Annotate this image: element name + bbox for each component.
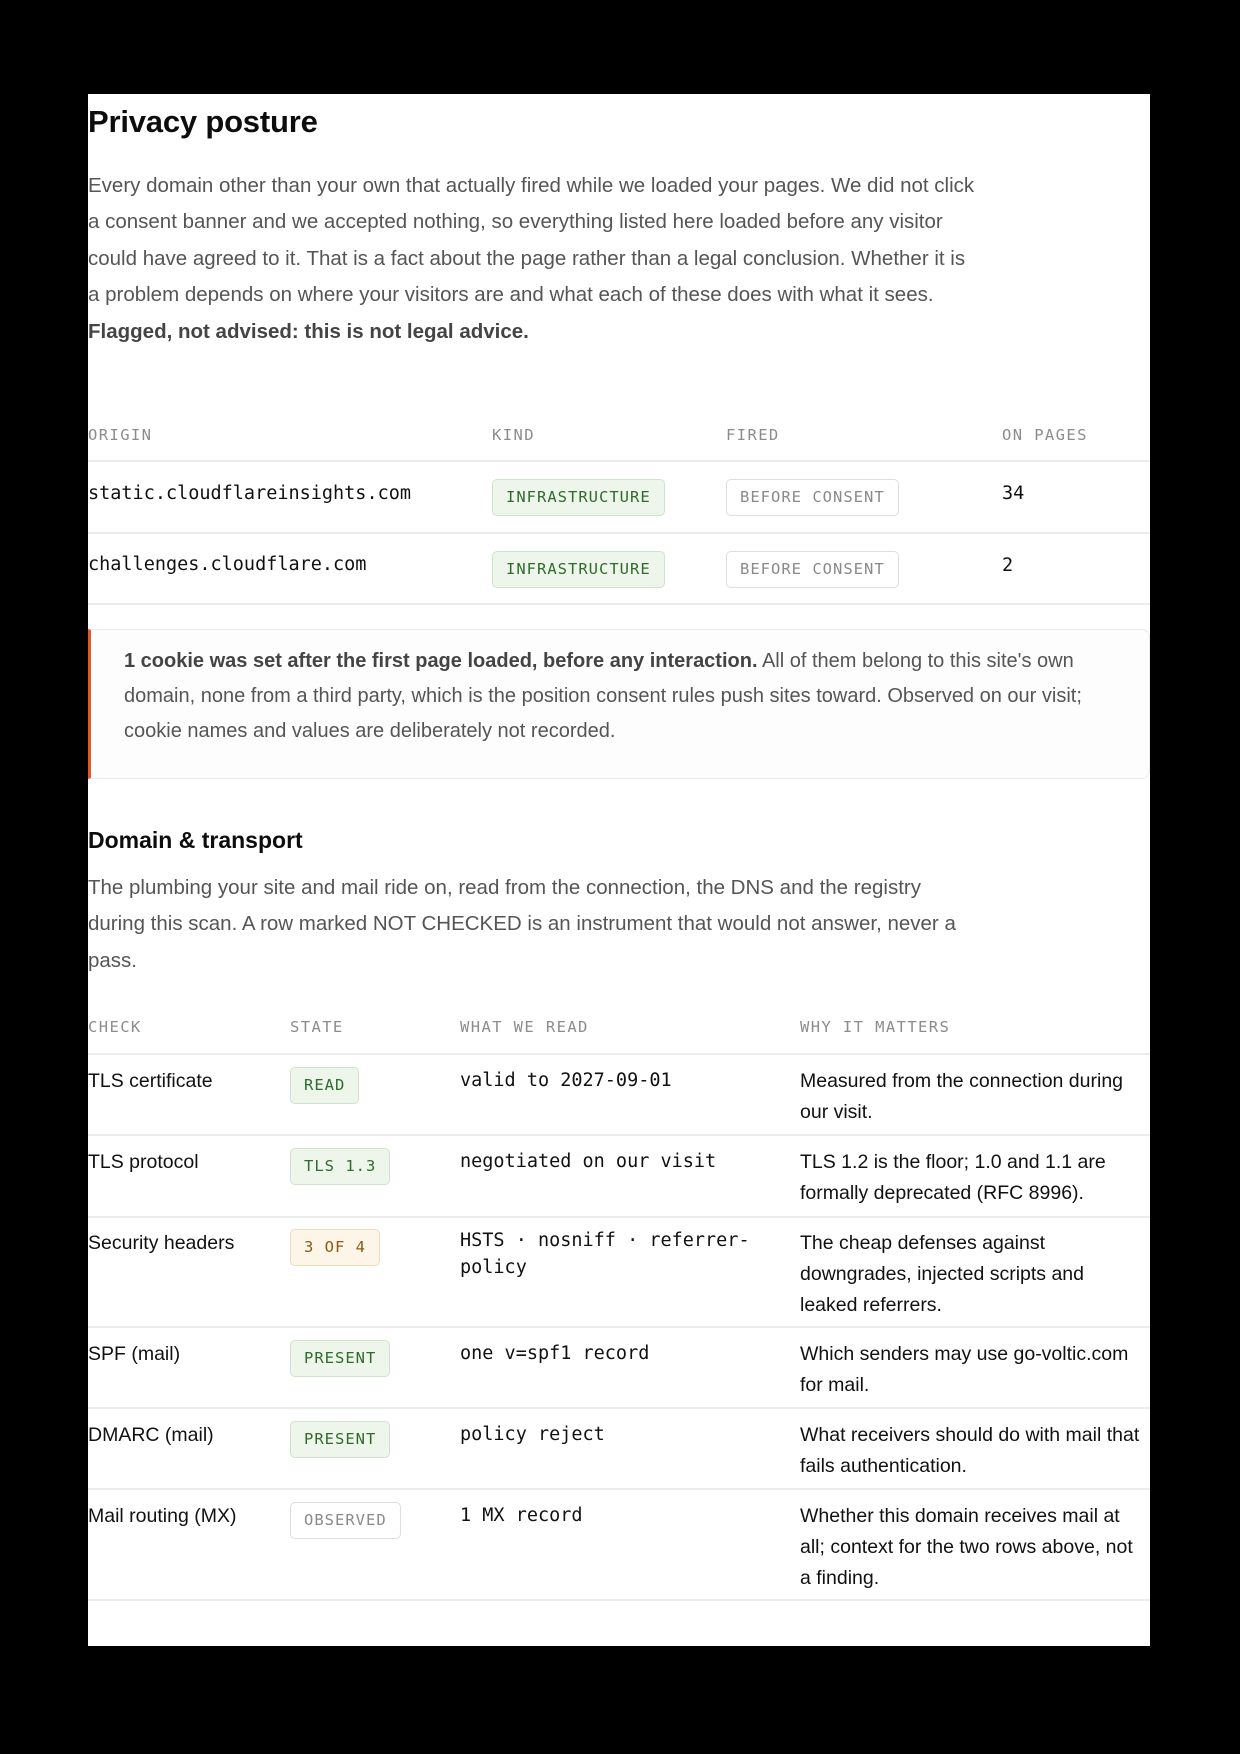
why-text: Which senders may use go-voltic.com for mail.: [800, 1343, 1129, 1396]
row-divider: [88, 1599, 1150, 1601]
check-name: Security headers: [88, 1232, 235, 1254]
report-page: [88, 94, 1150, 1646]
domain-transport-heading: Domain & transport: [88, 827, 303, 853]
why-text: The cheap defenses against downgrades, injected scripts and leaked referrers.: [800, 1232, 1084, 1316]
state-badge: READ: [290, 1067, 359, 1104]
state-badge: PRESENT: [290, 1421, 390, 1458]
col-kind-header: KIND: [492, 426, 535, 444]
privacy-intro: [88, 168, 978, 350]
why-text: Measured from the connection during our visit.: [800, 1070, 1124, 1123]
cookie-callout-detail: All of them belong to this site's own domain, none from a third party, which is the position consent rules push sites toward. Observed on our visit; cookie names and values are deliberately not recorded.: [124, 650, 1082, 742]
row-divider: [88, 1407, 1150, 1409]
state-badge: PRESENT: [290, 1340, 390, 1377]
why-text: TLS 1.2 is the floor; 1.0 and 1.1 are formally deprecated (RFC 8996).: [800, 1151, 1106, 1204]
read-value: one v=spf1 record: [460, 1343, 650, 1364]
check-name: TLS protocol: [88, 1151, 199, 1173]
cookie-callout-text: [124, 644, 1124, 749]
col-read-header: WHAT WE READ: [460, 1018, 589, 1036]
col-origin-header: ORIGIN: [88, 426, 153, 444]
privacy-posture-heading: Privacy posture: [88, 104, 318, 139]
check-name: DMARC (mail): [88, 1424, 214, 1446]
read-value: HSTS · nosniff · referrer-policy: [460, 1230, 750, 1278]
check-name: TLS certificate: [88, 1070, 213, 1092]
privacy-disclaimer: Flagged, not advised: this is not legal advice.: [88, 319, 529, 343]
on-pages-count: 34: [1002, 483, 1025, 504]
check-name: SPF (mail): [88, 1343, 181, 1365]
read-value: negotiated on our visit: [460, 1151, 717, 1172]
why-text: What receivers should do with mail that fails authentication.: [800, 1424, 1140, 1477]
read-value: valid to 2027-09-01: [460, 1070, 672, 1091]
col-state-header: STATE: [290, 1018, 344, 1036]
row-divider: [88, 1134, 1150, 1136]
kind-badge: INFRASTRUCTURE: [492, 551, 665, 588]
col-fired-header: FIRED: [726, 426, 780, 444]
cookie-callout: [88, 629, 1150, 779]
header-divider: [88, 1053, 1150, 1055]
read-value: 1 MX record: [460, 1505, 583, 1526]
header-divider: [88, 460, 1150, 462]
origin-cell: static.cloudflareinsights.com: [88, 483, 412, 504]
fired-badge: BEFORE CONSENT: [726, 551, 899, 588]
col-check-header: CHECK: [88, 1018, 142, 1036]
cookie-callout-summary: 1 cookie was set after the first page loaded, before any interaction.: [124, 650, 758, 672]
state-badge: OBSERVED: [290, 1502, 401, 1539]
privacy-intro-text: Every domain other than your own that actually fired while we loaded your pages. We did not click a consent banner and we accepted nothing, so everything listed here loaded before any visitor could have agreed to it. That is a fact about the page rather than a legal conclusion. Whether it is a problem depends on where your visitors are and what each of these does with what it sees.: [88, 174, 975, 307]
transport-intro: The plumbing your site and mail ride on, read from the connection, the DNS and the registry during this scan. A row marked NOT CHECKED is an instrument that would not answer, never a pass.: [88, 876, 956, 972]
col-on-pages-header: ON PAGES: [1002, 426, 1088, 444]
fired-badge: BEFORE CONSENT: [726, 479, 899, 516]
col-why-header: WHY IT MATTERS: [800, 1018, 951, 1036]
kind-badge: INFRASTRUCTURE: [492, 479, 665, 516]
row-divider: [88, 1488, 1150, 1490]
read-value: policy reject: [460, 1424, 605, 1445]
row-divider: [88, 1326, 1150, 1328]
row-divider: [88, 532, 1150, 534]
state-badge: TLS 1.3: [290, 1148, 390, 1185]
origin-cell: challenges.cloudflare.com: [88, 554, 367, 575]
row-divider: [88, 603, 1150, 605]
why-text: Whether this domain receives mail at all; context for the two rows above, not a finding.: [800, 1505, 1133, 1589]
check-name: Mail routing (MX): [88, 1505, 237, 1527]
row-divider: [88, 1216, 1150, 1218]
on-pages-count: 2: [1002, 555, 1014, 576]
state-badge: 3 OF 4: [290, 1229, 380, 1266]
